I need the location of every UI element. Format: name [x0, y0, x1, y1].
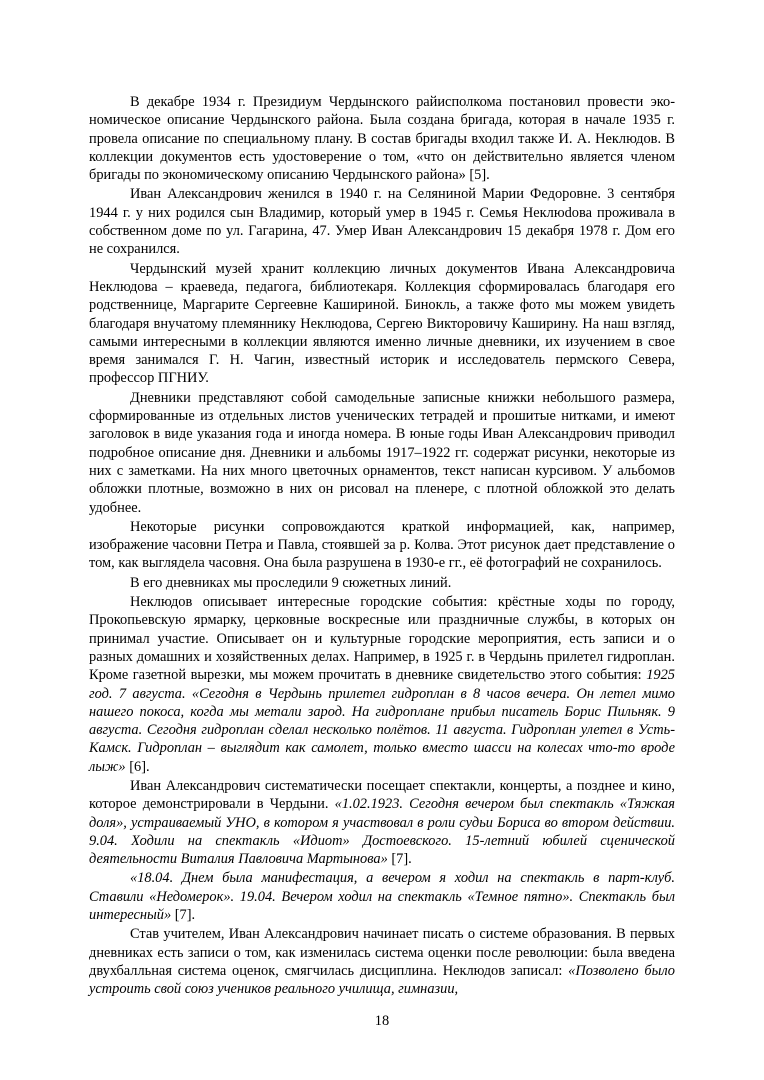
text-run: [7]. — [171, 907, 196, 924]
paragraph-manifestation — [89, 869, 675, 924]
paragraph-education — [89, 925, 675, 998]
italic-quote: «1.02.1923. Сегодня вечером был спектакль «Тяжкая доля», устраиваемый УНО, в котором я участвовал в роли судьи Бориса во втором действии. 9.04. Ходили на спектакль «Идиот» Достоевского. 15-летний юбилей сценической деятельности Виталия Павловича Мартынова» — [89, 796, 675, 868]
text-run: [7]. — [387, 851, 412, 868]
paragraph-family — [89, 185, 675, 258]
paragraph-storylines — [89, 574, 675, 592]
paragraph-city-events — [89, 593, 675, 776]
text-run: Неклюдов описывает интересные городские события: крёстные ходы по городу, Прокопьевскую ярмарку, церковные воскресные или праздничные службы, в которых он принимал участие. Описывает он и культурные городские мероприятия, есть записи и о разных домашних и хозяйственных делах. Например, в 1925 г. в Чердынь прилетел гидроплан. Кроме газетной вырезки, мы можем прочитать в дневнике свидетельство этого события: — [89, 594, 675, 684]
text-run: Некоторые рисунки сопровождаются краткой информацией, как, например, изображение часовни Петра и Павла, стоявшей за р. Колва. Этот рисунок дает представление о том, как выглядела часовня. Она была разрушена в 1930-е гг., её фотографий не сохранилось. — [89, 518, 675, 572]
text-run: В его дневниках мы проследили 9 сюжетных линий. — [130, 574, 452, 591]
text-run: В декабре 1934 г. Президиум Чердынского райисполкома постановил провести экономическое описание Чердынского района. Была создана бригада, которая в начале 1935 г. провела описание по специальному плану. В состав бригады входил также И. А. Неклюдов. В коллекции документов есть удостоверение о том, «что он действительно является членом бригады по экономическому описанию Чердынского района» [5]. — [89, 94, 675, 184]
text-run: Чердынский музей хранит коллекцию личных документов Ивана Александровича Неклюдова – краеведа, педагога, библиотекаря. Коллекция сформировалась благодаря его родственнице, Маргарите Сергеевне Кашириной. Бинокль, а также фото мы можем увидеть благодаря внучатому племяннику Неклюдова, Сергею Викторовичу Каширину. На наш взгляд, самыми интересными в коллекции являются именно личные дневники, их изучением в свое время занимался Г. Н. Чагин, известный историк и исследователь пермского Севера, профессор ПГНИУ. — [89, 260, 675, 387]
paragraph-theater — [89, 777, 675, 868]
text-run: Иван Александрович женился в 1940 г. на Селяниной Марии Федоровне. 3 сентября 1944 г. у них родился сын Владимир, который умер в 1945 г. Семья Неклюdова проживала в собственном доме по ул. Гагарина, 47. Умер Иван Александрович 15 декабря 1978 г. Дом его не сохранился. — [89, 186, 675, 258]
text-run: [6]. — [125, 758, 150, 775]
italic-quote: «18.04. Днем была манифестация, а вечером я ходил на спектакль в парт-клуб. Ставили «Недомерок». 19.04. Вечером ходил на спектакль «Темное пятно». Спектакль был интересный» — [89, 870, 675, 924]
italic-quote: «Позволено было устроить свой союз учеников реального училища, гимназии, — [89, 962, 675, 998]
paragraph-drawings — [89, 518, 675, 573]
italic-quote: 1925 год. 7 августа. «Сегодня в Чердынь прилетел гидроплан в 8 часов вечера. Он летел мимо нашего покоса, когда мы метали зарод. На гидроплане прибыл писатель Борис Пильняк. 9 августа. Сегодня гидроплан сделал несколько полётов. 11 августа. Гидроплан улетел в Усть-Камск. Гидроплан – выглядит как самолет, только вместо шасси на колесах что-то вроде лыж» — [89, 667, 675, 775]
paragraph-brigade — [89, 93, 675, 184]
paragraph-museum-collection — [89, 260, 675, 388]
paragraph-diaries — [89, 389, 675, 517]
text-run: Став учителем, Иван Александрович начинает писать о системе образования. В первых дневниках есть записи о том, как изменилась система оценки после революции: была введена двухбалльная система оценок, смягчилась дисциплина. Неклюдов записал: — [89, 926, 675, 979]
body-text — [89, 93, 675, 999]
text-run: Иван Александрович систематически посещает спектакли, концерты, а позднее и кино, которое демонстрировали в Чердыни. — [89, 777, 675, 813]
page-number: 18 — [374, 1013, 390, 1029]
text-run: Дневники представляют собой самодельные записные книжки небольшого размера, сформированные из отдельных листов ученических тетрадей и прошитые нитками, и имеют заголовок в виде указания года и иногда номера. В юные годы Иван Александрович приводил подробное описание дня. Дневники и альбомы 1917–1922 гг. содержат рисунки, некоторые из них с заметками. На них много цветочных орнаментов, текст написан курсивом. У альбомов обложки плотные, возможно в них он рисовал на пленере, с плотной обложкой это делать удобнее. — [89, 389, 675, 516]
